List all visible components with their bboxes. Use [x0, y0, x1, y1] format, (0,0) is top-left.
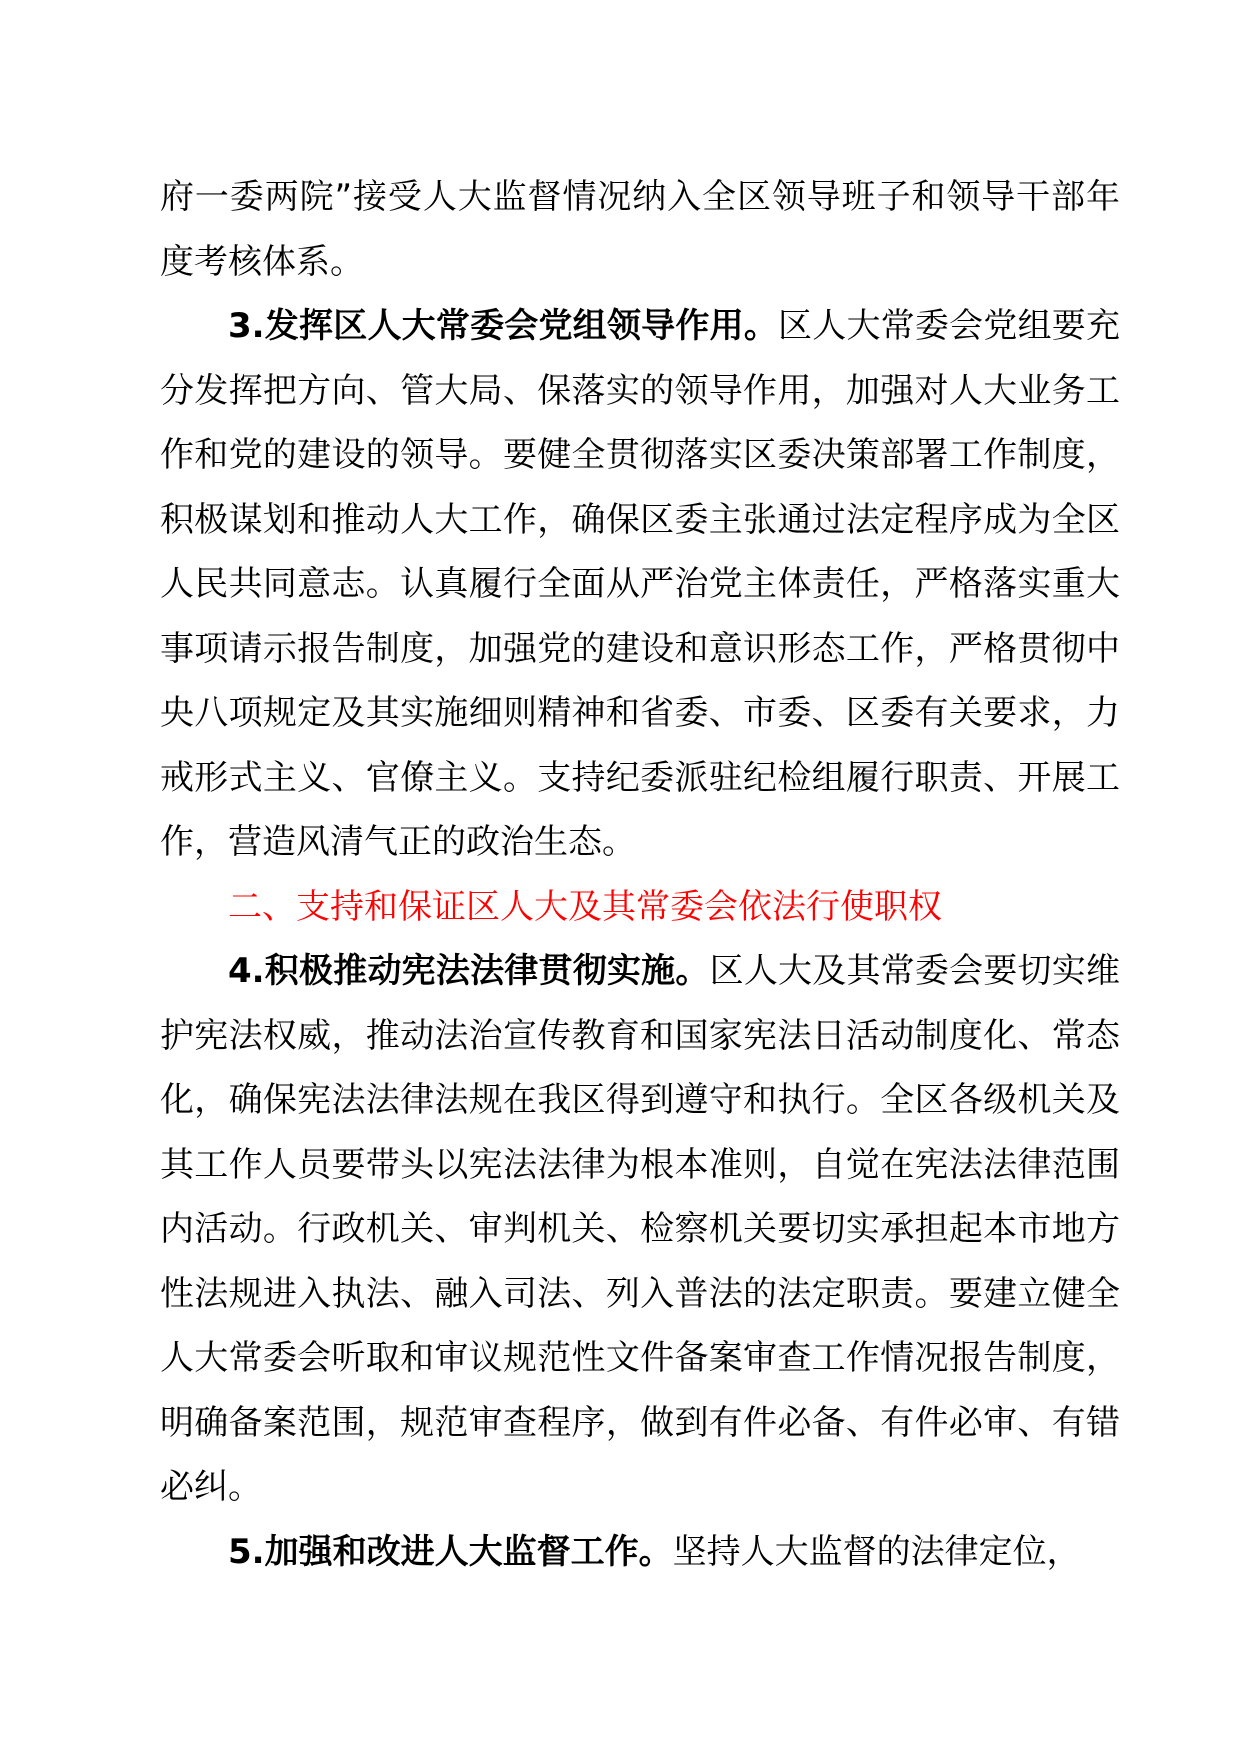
item-4-heading: 4.积极推动宪法法律贯彻实施。: [228, 951, 710, 991]
document-page: [160, 165, 1120, 1584]
paragraph-item-4: [160, 939, 1120, 1520]
paragraph-item-5: [160, 1520, 1120, 1585]
item-3-body: 区人大常委会党组要充分发挥把方向、管大局、保落实的领导作用，加强对人大业务工作和党的建设的领导。要健全贯彻落实区委决策部署工作制度，积极谋划和推动人大工作，确保区委主张通过法定程序成为全区人民共同意志。认真履行全面从严治党主体责任，严格落实重大事项请示报告制度，加强党的建设和意识形态工作，严格贯彻中央八项规定及其实施细则精神和省委、市委、区委有关要求，力戒形式主义、官僚主义。支持纪委派驻纪检组履行职责、开展工作，营造风清气正的政治生态。: [160, 306, 1120, 862]
item-5-body: 坚持人大监督的法律定位，: [672, 1531, 1081, 1572]
item-3-heading: 3.发挥区人大常委会党组领导作用。: [228, 306, 779, 346]
item-4-body: 区人大及其常委会要切实维护宪法权威，推动法治宣传教育和国家宪法日活动制度化、常态化，确保宪法法律法规在我区得到遵守和执行。全区各级机关及其工作人员要带头以宪法法律为根本准则，自觉在宪法法律范围内活动。行政机关、审判机关、检察机关要切实承担起本市地方性法规进入执法、融入司法、列入普法的法定职责。要建立健全人大常委会听取和审议规范性文件备案审查工作情况报告制度，明确备案范围，规范审查程序，做到有件必备、有件必审、有错必纠。: [160, 951, 1120, 1507]
section-2-heading: 二、支持和保证区人大及其常委会依法行使职权: [228, 886, 942, 927]
paragraph-continuation: [160, 165, 1120, 294]
item-5-heading: 5.加强和改进人大监督工作。: [228, 1531, 673, 1572]
paragraph-text: 府一委两院”接受人大监督情况纳入全区领导班子和领导干部年度考核体系。: [160, 177, 1120, 282]
paragraph-item-3: [160, 294, 1120, 875]
